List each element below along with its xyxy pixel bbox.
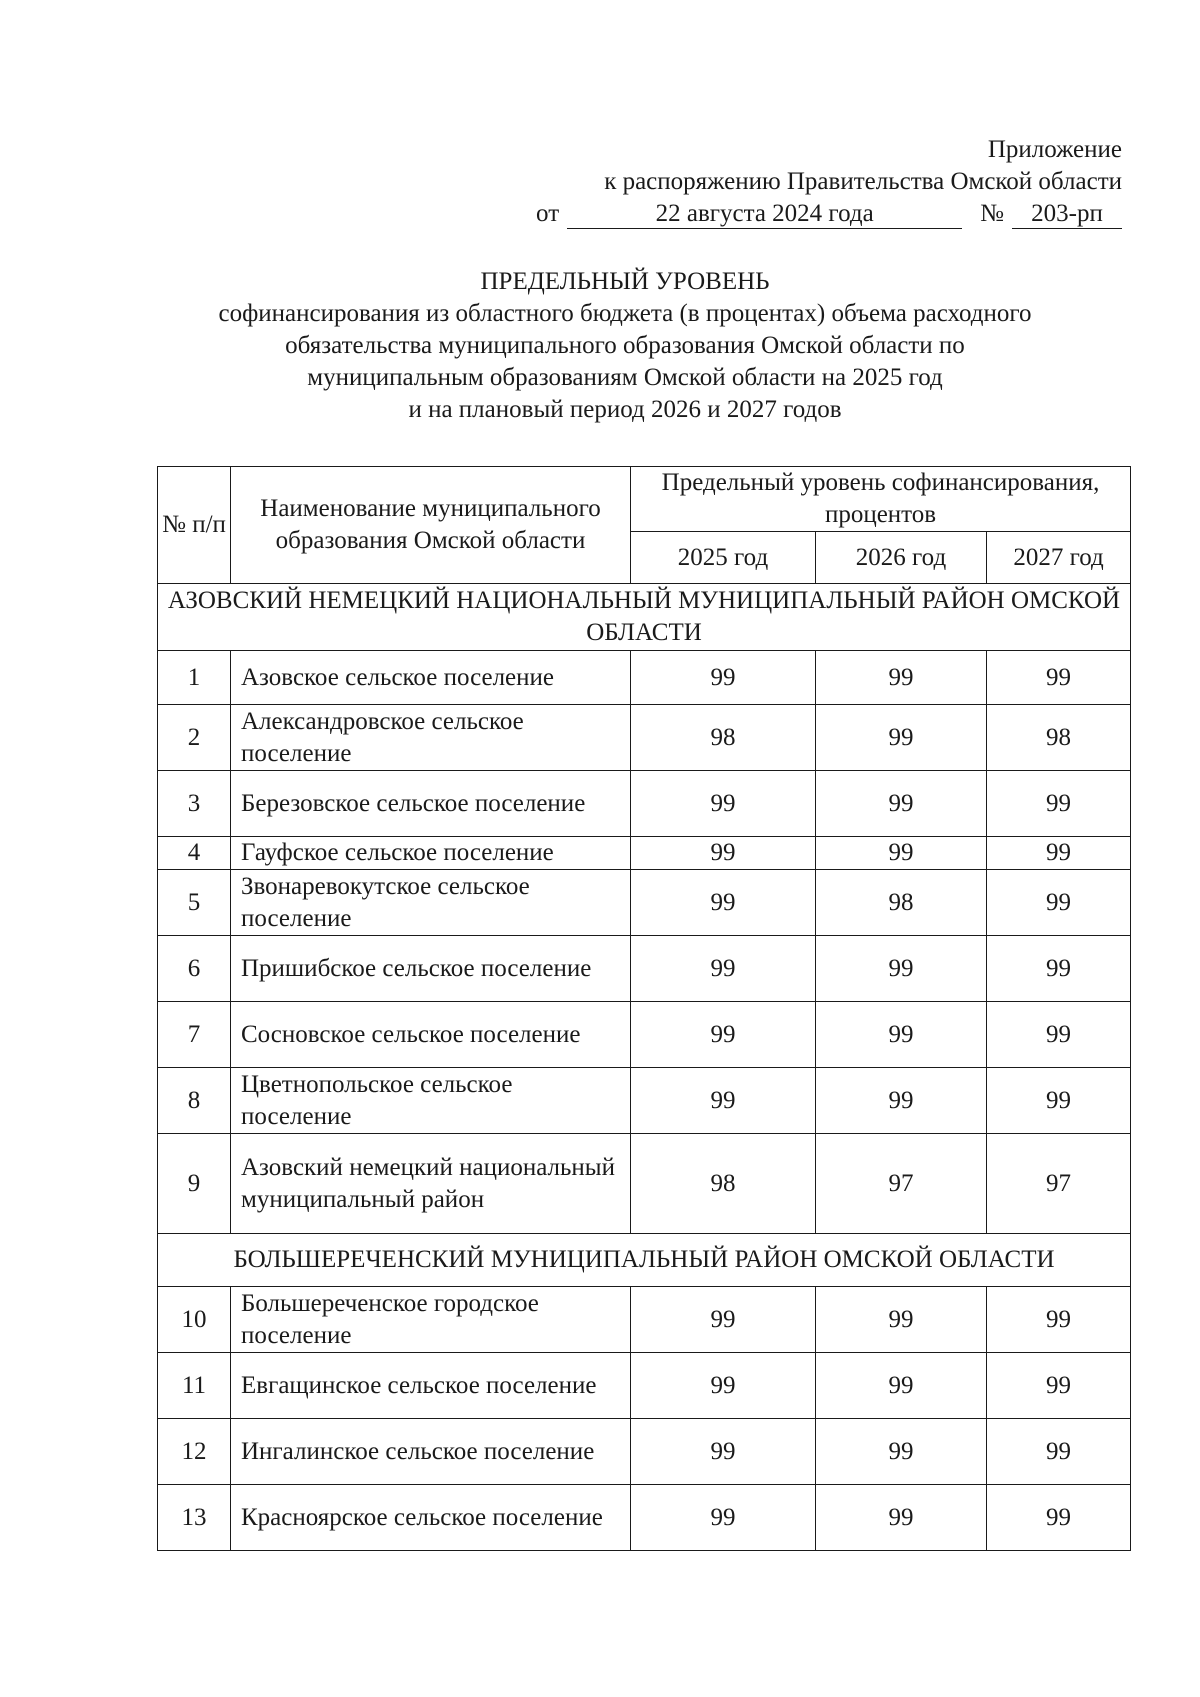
value-2026: 99 <box>816 1485 987 1551</box>
region-row <box>158 584 1131 651</box>
value-2026: 98 <box>816 870 987 936</box>
value-2026: 99 <box>816 837 987 870</box>
document-title: ПРЕДЕЛЬНЫЙ УРОВЕНЬ <box>480 268 770 295</box>
heading-line: муниципальным образованиям Омской области на 2025 год <box>307 364 943 391</box>
row-number: 4 <box>158 837 231 870</box>
document-heading <box>0 266 1200 426</box>
attachment-block <box>536 134 1122 230</box>
attachment-date-line <box>536 198 1122 230</box>
table-row <box>158 870 1131 936</box>
header-year-2027: 2027 год <box>987 532 1131 584</box>
region-name: БОЛЬШЕРЕЧЕНСКИЙ МУНИЦИПАЛЬНЫЙ РАЙОН ОМСКОЙ ОБЛАСТИ <box>158 1234 1131 1287</box>
table-row <box>158 936 1131 1002</box>
value-2026: 99 <box>816 1287 987 1353</box>
row-number: 10 <box>158 1287 231 1353</box>
attachment-reference: к распоряжению Правительства Омской области <box>604 168 1122 195</box>
value-2025: 98 <box>631 1134 816 1234</box>
value-2026: 97 <box>816 1134 987 1234</box>
value-2027: 99 <box>987 936 1131 1002</box>
row-name: Пришибское сельское поселение <box>231 936 631 1002</box>
row-name: Красноярское сельское поселение <box>231 1485 631 1551</box>
heading-line: обязательства муниципального образования Омской области по <box>285 332 965 359</box>
table-row <box>158 651 1131 705</box>
attachment-title: Приложение <box>987 136 1122 163</box>
table-row <box>158 1485 1131 1551</box>
value-2025: 99 <box>631 837 816 870</box>
row-number: 1 <box>158 651 231 705</box>
table-row <box>158 1353 1131 1419</box>
value-2027: 99 <box>987 771 1131 837</box>
cofinancing-table <box>157 466 1131 1551</box>
row-name: Евгащинское сельское поселение <box>231 1353 631 1419</box>
value-2025: 99 <box>631 1419 816 1485</box>
region-row <box>158 1234 1131 1287</box>
value-2026: 99 <box>816 936 987 1002</box>
row-name: Александровское сельское поселение <box>231 705 631 771</box>
row-name: Большереченское городское поселение <box>231 1287 631 1353</box>
value-2025: 99 <box>631 1485 816 1551</box>
value-2026: 99 <box>816 1419 987 1485</box>
table-row <box>158 1419 1131 1485</box>
header-year-2026: 2026 год <box>816 532 987 584</box>
table-row <box>158 705 1131 771</box>
value-2026: 99 <box>816 1353 987 1419</box>
table-row <box>158 771 1131 837</box>
date-prefix: от <box>536 200 560 227</box>
heading-line: софинансирования из областного бюджета (в процентах) объема расходного <box>218 300 1032 327</box>
value-2027: 99 <box>987 1068 1131 1134</box>
row-number: 3 <box>158 771 231 837</box>
value-2026: 99 <box>816 705 987 771</box>
number-sign: № <box>980 200 1004 227</box>
row-name: Ингалинское сельское поселение <box>231 1419 631 1485</box>
table-row <box>158 1134 1131 1234</box>
value-2026: 99 <box>816 1002 987 1068</box>
decree-number: 203-рп <box>1012 200 1122 229</box>
table-row <box>158 1068 1131 1134</box>
row-number: 7 <box>158 1002 231 1068</box>
table-row <box>158 1287 1131 1353</box>
value-2025: 99 <box>631 1002 816 1068</box>
header-year-2025: 2025 год <box>631 532 816 584</box>
value-2027: 99 <box>987 837 1131 870</box>
row-number: 8 <box>158 1068 231 1134</box>
value-2026: 99 <box>816 651 987 705</box>
header-name: Наименование муниципального образования Омской области <box>231 467 631 584</box>
value-2025: 99 <box>631 870 816 936</box>
row-number: 2 <box>158 705 231 771</box>
row-name: Гауфское сельское поселение <box>231 837 631 870</box>
header-num: № п/п <box>158 467 231 584</box>
value-2027: 99 <box>987 1419 1131 1485</box>
value-2027: 97 <box>987 1134 1131 1234</box>
row-name: Сосновское сельское поселение <box>231 1002 631 1068</box>
value-2025: 99 <box>631 771 816 837</box>
value-2025: 98 <box>631 705 816 771</box>
value-2026: 99 <box>816 1068 987 1134</box>
region-name: АЗОВСКИЙ НЕМЕЦКИЙ НАЦИОНАЛЬНЫЙ МУНИЦИПАЛЬНЫЙ РАЙОН ОМСКОЙ ОБЛАСТИ <box>158 584 1131 651</box>
value-2027: 99 <box>987 1485 1131 1551</box>
row-name: Азовское сельское поселение <box>231 651 631 705</box>
row-number: 13 <box>158 1485 231 1551</box>
row-number: 12 <box>158 1419 231 1485</box>
value-2027: 99 <box>987 1002 1131 1068</box>
value-2025: 99 <box>631 1068 816 1134</box>
value-2027: 99 <box>987 870 1131 936</box>
table-header <box>158 467 1131 584</box>
value-2025: 99 <box>631 651 816 705</box>
value-2026: 99 <box>816 771 987 837</box>
table-body <box>158 584 1131 1551</box>
value-2027: 99 <box>987 1353 1131 1419</box>
value-2027: 98 <box>987 705 1131 771</box>
row-name: Азовский немецкий национальный муниципальный район <box>231 1134 631 1234</box>
value-2027: 99 <box>987 1287 1131 1353</box>
value-2025: 99 <box>631 936 816 1002</box>
value-2025: 99 <box>631 1353 816 1419</box>
table-row <box>158 837 1131 870</box>
decree-date: 22 августа 2024 года <box>567 200 962 229</box>
value-2027: 99 <box>987 651 1131 705</box>
row-number: 11 <box>158 1353 231 1419</box>
row-number: 6 <box>158 936 231 1002</box>
row-name: Звонаревокутское сельское поселение <box>231 870 631 936</box>
heading-line: и на плановый период 2026 и 2027 годов <box>408 396 842 423</box>
row-number: 5 <box>158 870 231 936</box>
row-name: Цветнопольское сельское поселение <box>231 1068 631 1134</box>
header-level: Предельный уровень софинансирования, процентов <box>631 467 1131 532</box>
row-number: 9 <box>158 1134 231 1234</box>
value-2025: 99 <box>631 1287 816 1353</box>
row-name: Березовское сельское поселение <box>231 771 631 837</box>
table-row <box>158 1002 1131 1068</box>
